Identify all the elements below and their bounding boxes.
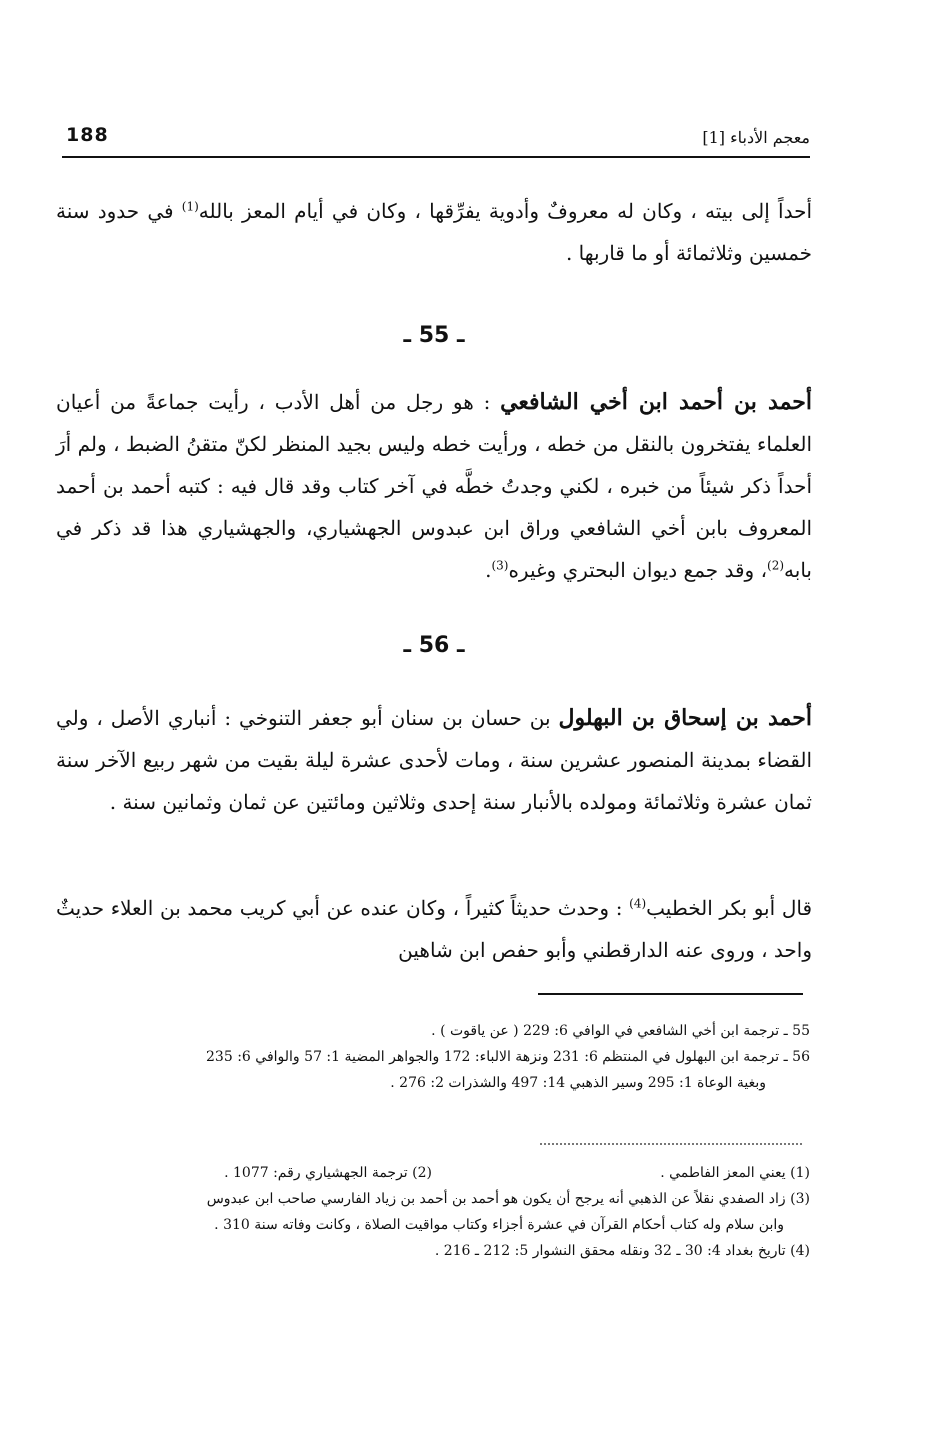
continuation-paragraph — [56, 190, 812, 274]
entry-55-paragraph — [56, 381, 812, 591]
entry-56-paragraph-2 — [56, 887, 812, 971]
footnotes-divider — [540, 1143, 802, 1145]
paragraph-text: ، وقد جمع ديوان البحتري وغيره — [508, 558, 768, 582]
entry-heading: أحمد بن إسحاق بن البهلول — [558, 705, 812, 731]
paragraph-text: . — [485, 558, 492, 582]
book-title: معجم الأدباء [1] — [702, 128, 810, 147]
running-header — [62, 122, 810, 156]
footnote-4: (4) تاريخ بغداد 4: 30 ـ 32 ونقله محقق النشوار 5: 212 ـ 216 . — [434, 1243, 810, 1259]
sources-rule — [538, 993, 803, 995]
page-number: 188 — [66, 124, 109, 146]
entry-56-paragraph — [56, 697, 812, 823]
footnotes-block — [56, 1160, 810, 1264]
footnote-2: (2) ترجمة الجهشياري رقم: 1077 . — [224, 1165, 432, 1181]
footnote-3: (3) زاد الصفدي نقلاً عن الذهبي أنه يرجح أن يكون هو أحمد بن أحمد بن زياد الفارسي صاحب ابن عبدوس — [206, 1191, 810, 1207]
paragraph-text: بن حسان بن سنان أبو جعفر التنوخي : أنباري الأصل ، ولي القضاء بمدينة المنصور عشرين سنة ، ومات لأحدى عشرة ليلة بقيت من شهر ربيع الآخر سنة ثمان عشرة وثلاثمائة ومولده بالأنبار سنة إحدى وثلاثين ومائتين عن ثمان وثمانين سنة . — [56, 706, 813, 814]
paragraph-text: قال أبو بكر الخطيب — [646, 896, 813, 920]
sources-block — [56, 1018, 810, 1096]
source-56: 56 ـ ترجمة ابن البهلول في المنتظم 6: 231 ونزهة الالباء: 172 والجواهر المضية 1: 57 والوافي 6: 235 — [206, 1049, 810, 1065]
footnotes-row — [56, 1160, 810, 1186]
entry-number-56: ـ 56 ـ — [403, 633, 465, 658]
entry-heading: أحمد بن أحمد ابن أخي الشافعي — [500, 389, 812, 415]
footnote-1: (1) يعني المعز الفاطمي . — [660, 1165, 810, 1181]
entry-number-55: ـ 55 ـ — [403, 323, 465, 348]
paragraph-text: أحداً إلى بيته ، وكان له معروفٌ وأدوية يفرِّقها ، وكان في أيام المعز بالله — [198, 199, 813, 223]
header-rule — [62, 156, 810, 158]
source-55: 55 ـ ترجمة ابن أخي الشافعي في الوافي 6: 229 ( عن ياقوت ) . — [431, 1023, 810, 1039]
paragraph-text: : وحدث حديثاً كثيراً ، وكان عنده عن أبي كريب محمد بن العلاء حديثٌ واحد ، وروى عنه الدارقطني وأبو حفص ابن شاهين — [56, 896, 812, 962]
footnote-marker: (4) — [629, 896, 647, 911]
footnote-marker: (1) — [181, 199, 199, 214]
paragraph-text: : هو رجل من أهل الأدب ، رأيت جماعةً من أعيان العلماء يفتخرون بالنقل من خطه ، ورأيت خطه وليس بجيد المنظر لكنّ متقنُ الضبط ، ولم أرَ أحداً ذكر شيئاً من خبره ، لكني وجدتُ خطَّه في آخر كتاب وقد قال فيه : كتبه أحمد بن أحمد المعروف بابن أخي الشافعي وراق ابن عبدوس الجهشياري، والجهشياري هذا قد ذكر في بابه — [56, 390, 812, 582]
footnote-marker: (3) — [491, 558, 509, 573]
footnote-marker: (2) — [767, 558, 785, 573]
source-56-continued: وبغية الوعاة 1: 295 وسير الذهبي 14: 497 والشذرات 2: 276 . — [390, 1075, 766, 1091]
footnote-3-continued: وابن سلام وله كتاب أحكام القرآن في عشرة أجزاء وكتاب مواقيت الصلاة ، وكانت وفاته سنة 310 . — [214, 1217, 784, 1233]
paragraph-text: في حدود سنة خمسين وثلاثمائة أو ما قاربها . — [56, 199, 812, 265]
